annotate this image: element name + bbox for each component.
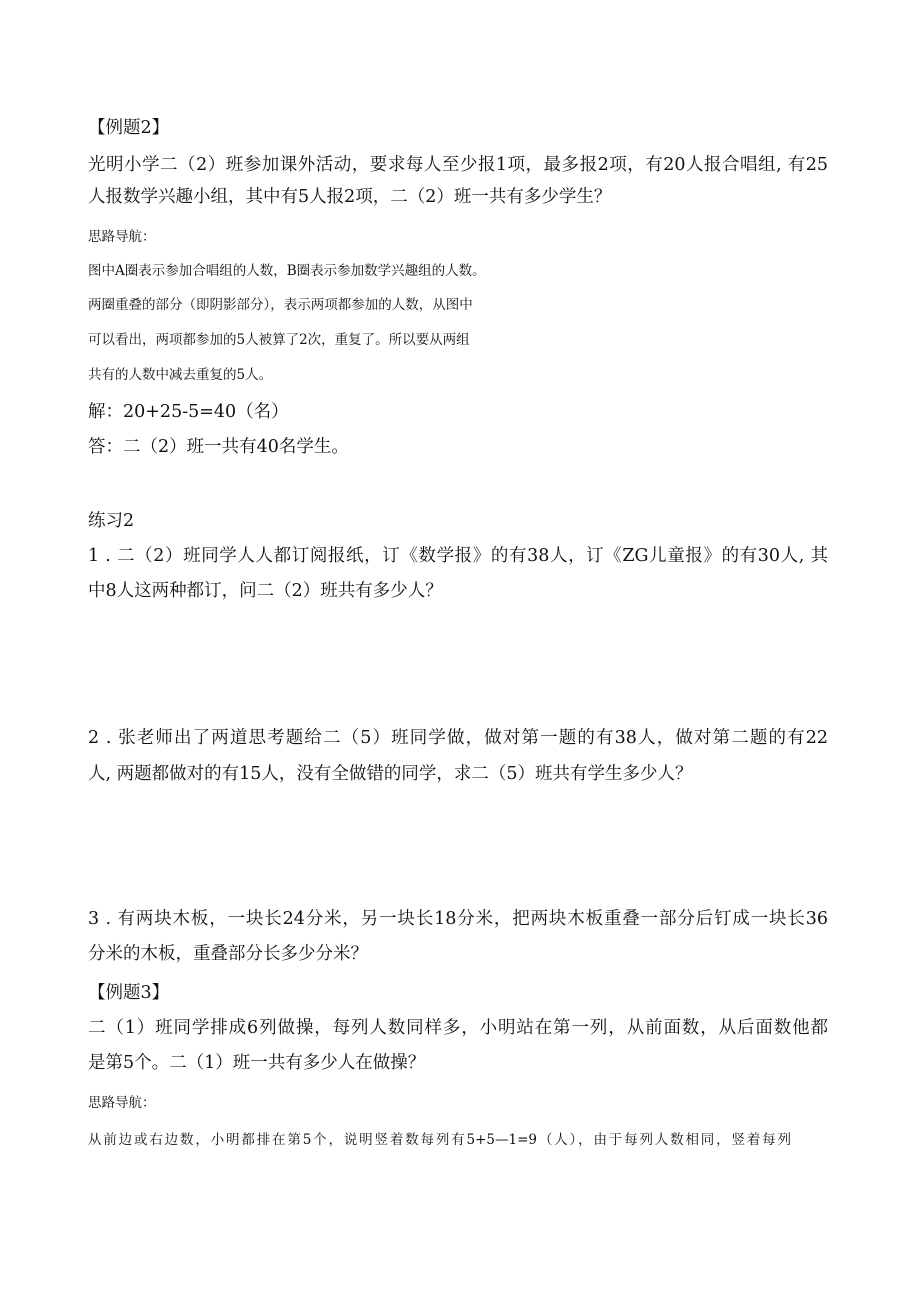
example2-hint-line1: 图中A圈表示参加合唱组的人数，B圈表示参加数学兴趣组的人数。 xyxy=(88,263,486,279)
example3-problem-line2: 是第5个。二（1）班一共有多少人在做操？ xyxy=(88,1053,426,1073)
example3-problem-line1: 二（1）班同学排成6列做操，每列人数同样多，小明站在第一列，从前面数，从后面数他都 xyxy=(88,1018,828,1038)
example2-problem-line2: 人报数学兴趣小组，其中有5人报2项，二（2）班一共有多少学生？ xyxy=(88,187,612,207)
example3-heading: 【例题3】 xyxy=(88,983,170,1003)
example2-hint-line4: 共有的人数中减去重复的5人。 xyxy=(88,367,273,383)
example2-hint-label: 思路导航： xyxy=(88,229,156,245)
example2-hint-line2: 两圈重叠的部分（即阴影部分），表示两项都参加的人数，从图中 xyxy=(88,297,473,313)
exercise2-q1-line2: 中8人这两种都订，问二（2）班共有多少人？ xyxy=(88,581,443,601)
exercise2-heading: 练习2 xyxy=(88,511,135,531)
exercise2-q2-line2: 人, 两题都做对的有15人，没有全做错的同学，求二（5）班共有学生多少人？ xyxy=(88,764,693,784)
example2-solution: 解：20+25-5=40（名） xyxy=(88,402,289,422)
exercise2-q3-line2: 分米的木板，重叠部分长多少分米？ xyxy=(88,944,368,964)
example2-hint-line3: 可以看出，两项都参加的5人被算了2次，重复了。所以要从两组 xyxy=(88,332,470,348)
example2-problem-line1: 光明小学二（2）班参加课外活动，要求每人至少报1项，最多报2项，有20人报合唱组, 有25 xyxy=(88,155,828,175)
example2-answer: 答：二（2）班一共有40名学生。 xyxy=(88,437,349,457)
example3-hint-line1: 从前边或右边数，小明都排在第5个，说明竖着数每列有5+5—1=9（人），由于每列人数相同，竖着每列 xyxy=(88,1132,791,1148)
example2-heading: 【例题2】 xyxy=(88,118,170,138)
exercise2-q1-line1: 1 . 二（2）班同学人人都订阅报纸，订《数学报》的有38人，订《ZG儿童报》的有30人, 其 xyxy=(88,546,828,566)
example3-hint-label: 思路导航： xyxy=(88,1095,156,1111)
exercise2-q3-line1: 3 . 有两块木板，一块长24分米，另一块长18分米，把两块木板重叠一部分后钉成一块长36 xyxy=(88,909,828,929)
exercise2-q2-line1: 2 . 张老师出了两道思考题给二（5）班同学做，做对第一题的有38人，做对第二题的有22 xyxy=(88,728,828,748)
